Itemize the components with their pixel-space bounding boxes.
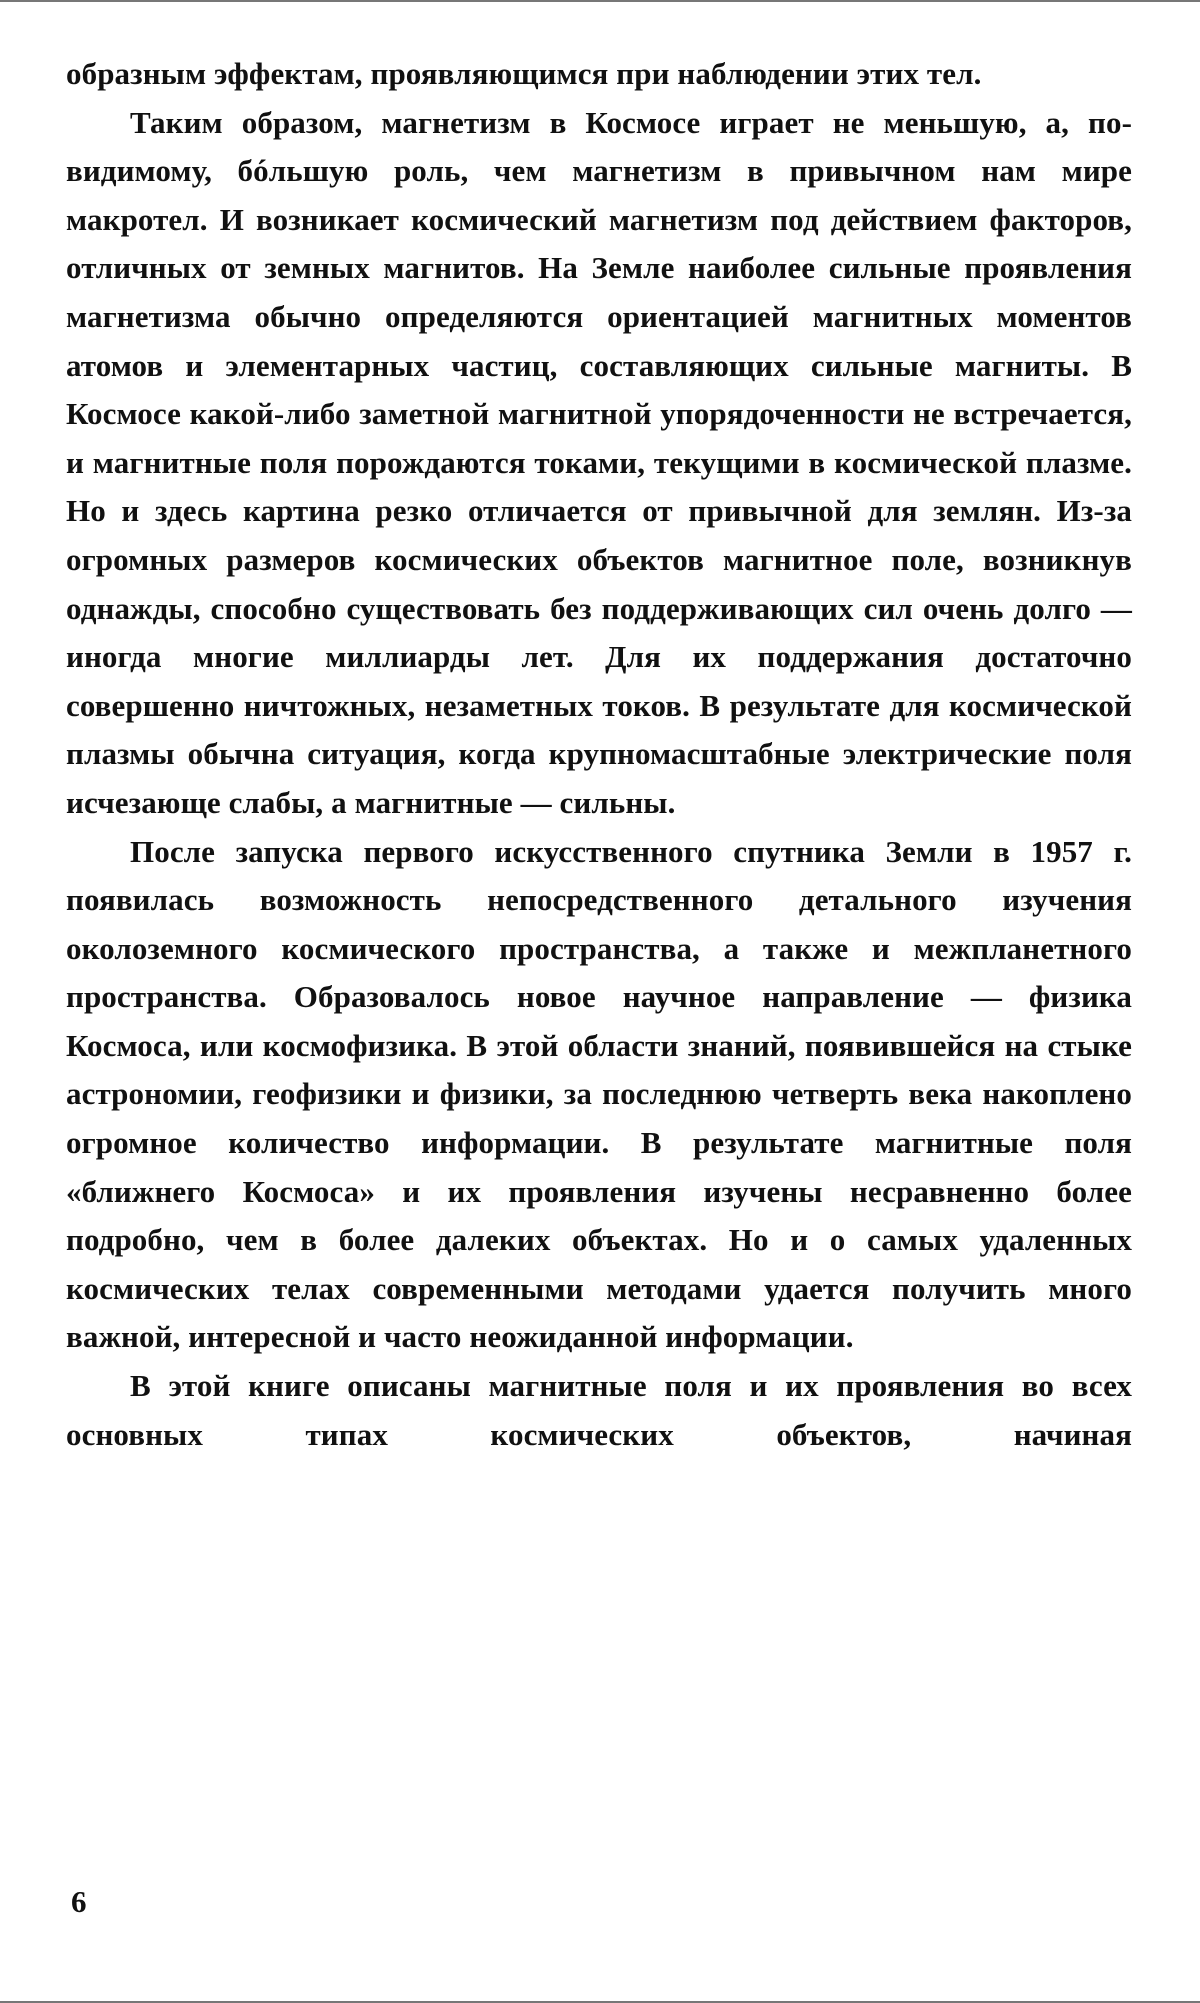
page-text-block [66,50,1132,1459]
page-number: 6 [71,1884,87,1919]
paragraph-1: образным эффектам, проявляющимся при наблюдении этих тел. [66,56,982,91]
paragraph-4: В этой книге описаны магнитные поля и их проявления во всех основных типах космических объектов, начиная [66,1368,1132,1452]
paragraph-3: После запуска первого искусственного спутника Земли в 1957 г. появилась возможность непосредственного детального изучения околоземного космического пространства, а также и межпланетного пространства. Образовалось новое научное направление — физика Космоса, или космофизика. В этой области знаний, появившейся на стыке астрономии, геофизики и физики, за последнюю четверть века накоплено огромное количество информации. В результате магнитные поля «ближнего Космоса» и их проявления изучены несравненно более подробно, чем в более далеких объектах. Но и о самых удаленных космических телах современными методами удается получить много важной, интересной и часто неожиданной информации. [66,833,1132,1355]
paragraph-2: Таким образом, магнетизм в Космосе играет не меньшую, а, по-видимому, бóльшую роль, чем магнетизм в привычном нам мире макротел. И возникает космический магнетизм под действием факторов, отличных от земных магнитов. На Земле наиболее сильные проявления магнетизма обычно определяются ориентацией магнитных моментов атомов и элементарных частиц, составляющих сильные магниты. В Космосе какой-либо заметной магнитной упорядоченности не встречается, и магнитные поля порождаются токами, текущими в космической плазме. Но и здесь картина резко отличается от привычной для землян. Из-за огромных размеров космических объектов магнитное поле, возникнув однажды, способно существовать без поддерживающих сил очень долго — иногда многие миллиарды лет. Для их поддержания достаточно совершенно ничтожных, незаметных токов. В результате для космической плазмы обычна ситуация, когда крупномасштабные электрические поля исчезающе слабы, а магнитные — сильны. [66,104,1132,820]
